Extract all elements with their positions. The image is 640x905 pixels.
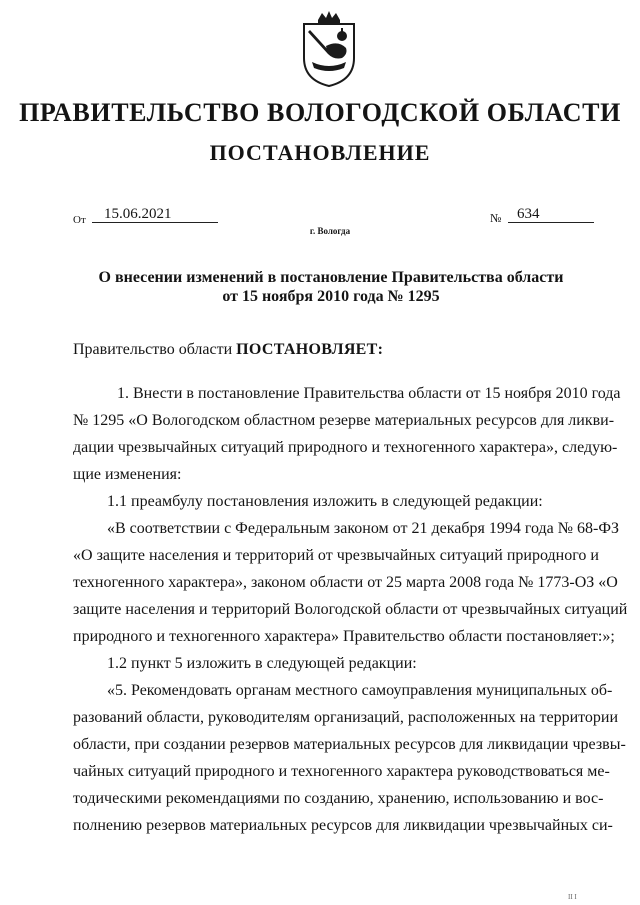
body-line: щие изменения: (73, 466, 182, 483)
body-line: тодическими рекомендациями по созданию, хранению, использованию и вос- (73, 790, 604, 807)
body-line: дации чрезвычайных ситуаций природного и техногенного характера», следую- (73, 439, 618, 456)
preamble-emphasis: ПОСТАНОВЛЯЕТ: (236, 341, 384, 358)
body-line: природного и техногенного характера» Правительство области постановляет:»; (73, 628, 615, 645)
document-number (508, 206, 594, 223)
body-line: техногенного характера», законом области от 25 марта 2008 года № 1773-ОЗ «О (73, 574, 618, 591)
body-line: 1. Внести в постановление Правительства области от 15 ноября 2010 года (117, 385, 621, 402)
city: г. Вологда (309, 226, 351, 236)
body-line: разований области, руководителям организаций, расположенных на территории (73, 709, 619, 726)
body-line: № 1295 «О Вологодском областном резерве материальных ресурсов для ликви- (73, 412, 615, 429)
document-date: 15.06.2021 (92, 206, 218, 223)
subject-line-2: от 15 ноября 2010 года № 1295 (222, 288, 440, 305)
page-footer-mark: II I (568, 893, 577, 901)
subject-line-1: О внесении изменений в постановление Правительства области (98, 269, 564, 286)
vologda-coat-of-arms-icon (298, 10, 360, 88)
document-number-text: 634 (517, 206, 540, 222)
body-line: защите населения и территорий Вологодской области от чрезвычайных ситуаций (73, 601, 628, 618)
body-line: «В соответствии с Федеральным законом от 21 декабря 1994 года № 68-ФЗ (107, 520, 620, 537)
document-body (73, 380, 628, 839)
number-prefix: № (490, 211, 502, 225)
preamble-text: Правительство области (73, 341, 237, 358)
document-subject (0, 268, 640, 306)
body-line: «О защите населения и территорий от чрезвычайных ситуаций природного и (73, 547, 599, 564)
body-line: «5. Рекомендовать органам местного самоуправления муниципальных об- (107, 682, 613, 699)
body-line: 1.1 преамбулу постановления изложить в следующей редакции: (107, 493, 543, 510)
body-line: 1.2 пункт 5 изложить в следующей редакции: (107, 655, 417, 672)
body-line: чайных ситуаций природного и техногенного характера руководствоваться ме- (73, 763, 610, 780)
preamble (73, 341, 383, 359)
organization-title: ПРАВИТЕЛЬСТВО ВОЛОГОДСКОЙ ОБЛАСТИ (19, 98, 621, 127)
body-line: полнению резервов материальных ресурсов для ликвидации чрезвычайных си- (73, 817, 613, 834)
document-type: ПОСТАНОВЛЕНИЕ (209, 140, 431, 165)
date-prefix: От (73, 214, 86, 226)
body-line: области, при создании резервов материальных ресурсов для ликвидации чрезвы- (73, 736, 626, 753)
